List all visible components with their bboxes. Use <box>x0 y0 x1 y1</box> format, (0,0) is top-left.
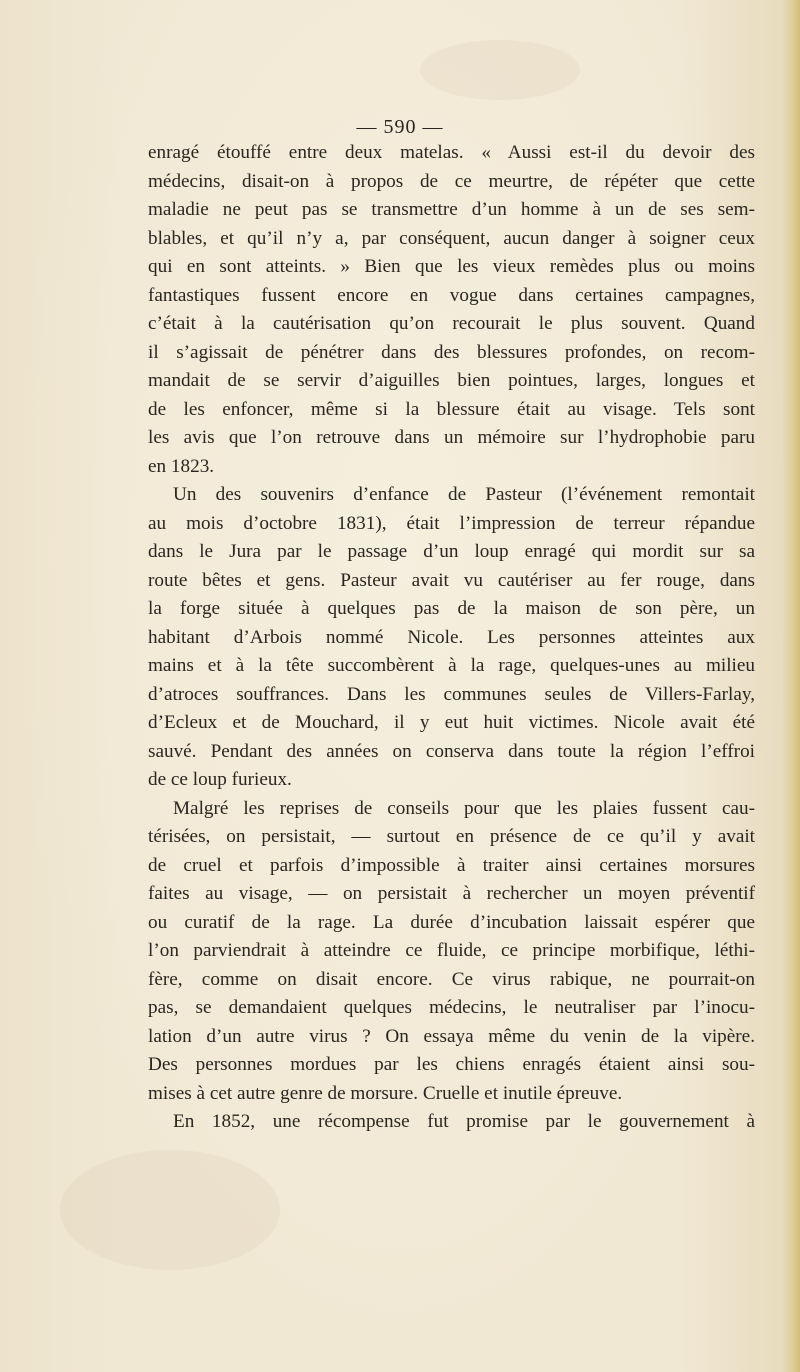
text-line: l’on parviendrait à atteindre ce fluide, ce principe morbifique, léthi- <box>148 940 755 961</box>
text-line: de les enfoncer, même si la blessure était au visage. Tels sont <box>148 398 755 420</box>
text-line: maladie ne peut pas se transmettre d’un homme à un de ses sem- <box>148 199 755 220</box>
text-line: fantastiques fussent encore en vogue dans certaines campagnes, <box>148 284 755 306</box>
text-line: en 1823. <box>148 455 215 477</box>
text-line: Des personnes mordues par les chiens enragés étaient ainsi sou- <box>148 1054 755 1075</box>
text-line: la forge située à quelques pas de la maison de son père, un <box>148 598 755 619</box>
text-line: au mois d’octobre 1831), était l’impression de terreur répandue <box>148 512 755 534</box>
text-line: habitant d’Arbois nommé Nicole. Les personnes atteintes aux <box>148 626 755 648</box>
text-line: blables, et qu’il n’y a, par conséquent, aucun danger à soigner ceux <box>148 227 755 249</box>
text-line: les avis que l’on retrouve dans un mémoire sur l’hydrophobie paru <box>148 427 755 448</box>
text-line: En 1852, une récompense fut promise par le gouvernement à <box>173 1111 755 1132</box>
text-line: mises à cet autre genre de morsure. Cruelle et inutile épreuve. <box>148 1082 623 1104</box>
text-line: enragé étouffé entre deux matelas. « Aussi est-il du devoir des <box>148 142 755 163</box>
text-line: route bêtes et gens. Pasteur avait vu cautériser au fer rouge, dans <box>148 569 755 591</box>
text-line: dans le Jura par le passage d’un loup enragé qui mordit sur sa <box>148 541 755 562</box>
text-line: médecins, disait-on à propos de ce meurtre, de répéter que cette <box>148 170 755 192</box>
text-line: sauvé. Pendant des années on conserva dans toute la région l’effroi <box>148 740 755 762</box>
text-line: lation d’un autre virus ? On essaya même du venin de la vipère. <box>148 1025 755 1047</box>
text-line: mains et à la tête succombèrent à la rage, quelques-unes au milieu <box>148 655 755 676</box>
text-line: de cruel et parfois d’impossible à traiter ainsi certaines morsures <box>148 854 755 876</box>
paper-stain <box>60 1150 280 1270</box>
text-line: d’atroces souffrances. Dans les communes seules de Villers-Farlay, <box>148 683 755 705</box>
text-line: de ce loup furieux. <box>148 769 292 790</box>
text-line: Malgré les reprises de conseils pour que les plaies fussent cau- <box>173 797 755 819</box>
page-number: — 590 — <box>356 116 444 138</box>
text-line: mandait de se servir d’aiguilles bien pointues, larges, longues et <box>148 370 755 391</box>
body-text <box>148 139 755 1137</box>
text-line: qui en sont atteints. » Bien que les vieux remèdes plus ou moins <box>148 256 755 277</box>
text-line: faites au visage, — on persistait à rechercher un moyen préventif <box>148 883 755 904</box>
text-line: ou curatif de la rage. La durée d’incubation laissait espérer que <box>148 911 755 933</box>
text-line: térisées, on persistait, — surtout en présence de ce qu’il y avait <box>148 826 755 847</box>
text-line: Un des souvenirs d’enfance de Pasteur (l’événement remontait <box>173 484 755 505</box>
text-line: pas, se demandaient quelques médecins, le neutraliser par l’inocu- <box>148 997 755 1018</box>
page-edge-discoloration <box>782 0 800 1372</box>
text-line: fère, comme on disait encore. Ce virus rabique, ne pourrait-on <box>148 968 755 990</box>
text-line: c’était à la cautérisation qu’on recourait le plus souvent. Quand <box>148 313 755 334</box>
text-line: d’Ecleux et de Mouchard, il y eut huit victimes. Nicole avait été <box>148 712 755 733</box>
paper-stain <box>420 40 580 100</box>
text-line: il s’agissait de pénétrer dans des blessures profondes, on recom- <box>148 341 755 363</box>
